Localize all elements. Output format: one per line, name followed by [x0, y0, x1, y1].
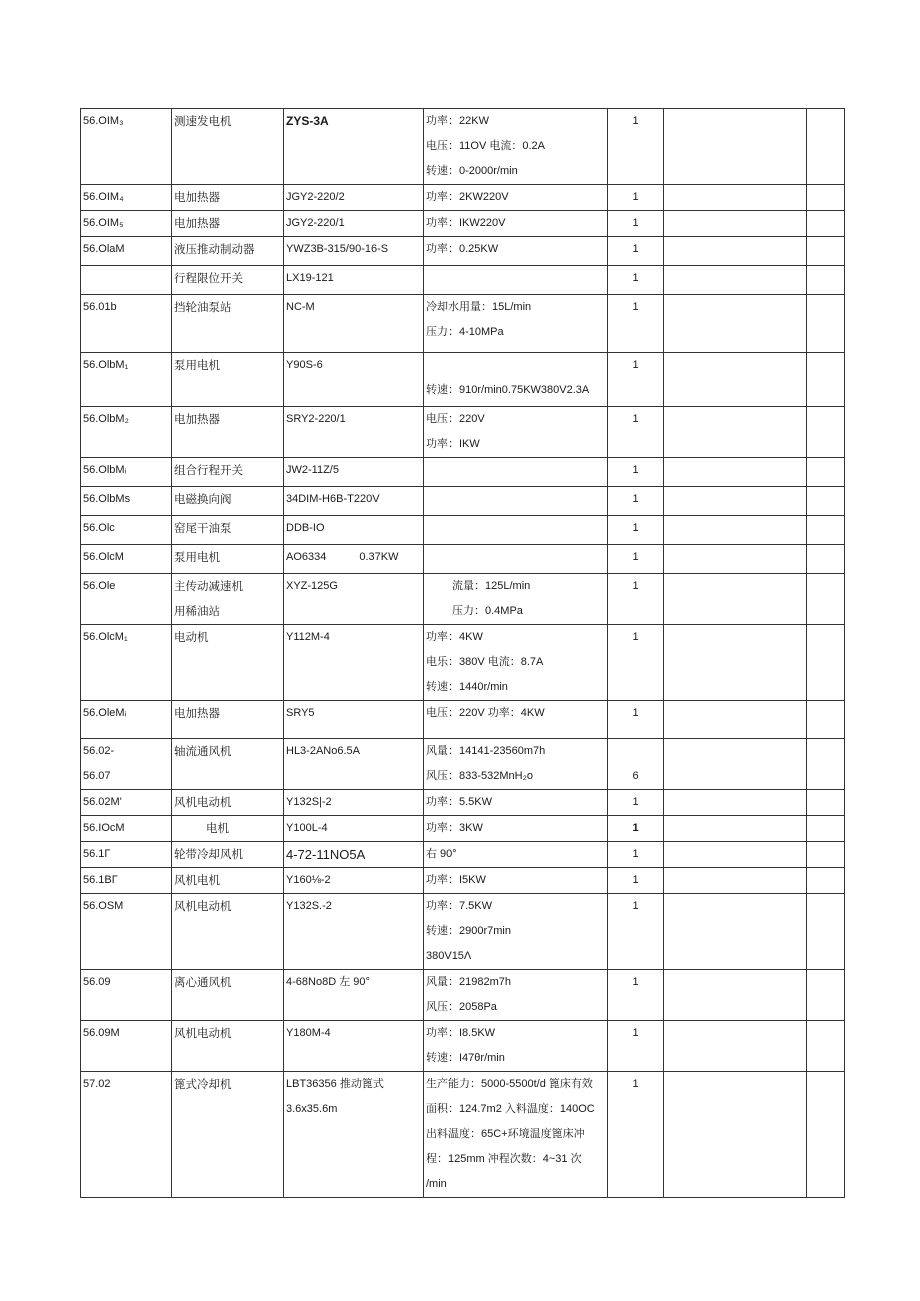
equipment-name-cell: 电磁换向阀	[172, 487, 284, 516]
equipment-code-cell: 56.OlbM₁	[81, 353, 172, 407]
equipment-name-cell: 电机	[172, 816, 284, 842]
model-cell: Y132S.-2	[284, 894, 424, 970]
spec-cell: 生产能力：5000-5500t/d 篦床有效 面积：124.7m2 入料温度：140OC 出料温度：65C+环境温度篦床冲 程：125mm 冲程次数：4~31 次 /min	[424, 1072, 608, 1198]
equipment-name-cell: 离心通风机	[172, 970, 284, 1021]
empty-cell	[807, 109, 845, 185]
table-row	[81, 545, 845, 574]
equipment-name-cell: 电加热器	[172, 211, 284, 237]
table-row	[81, 1021, 845, 1072]
quantity-cell: 1	[608, 516, 664, 545]
equipment-name-cell: 窑尾干油泵	[172, 516, 284, 545]
empty-cell	[807, 266, 845, 295]
empty-cell	[664, 237, 807, 266]
model-cell: DDB-IO	[284, 516, 424, 545]
empty-cell	[807, 545, 845, 574]
spec-cell: 功率：I5KW	[424, 868, 608, 894]
empty-cell	[664, 842, 807, 868]
model-cell: SRY5	[284, 701, 424, 739]
model-cell: JW2-11Z/5	[284, 458, 424, 487]
empty-cell	[664, 458, 807, 487]
table-row	[81, 868, 845, 894]
equipment-code-cell: 56.09	[81, 970, 172, 1021]
quantity-cell: 1	[608, 816, 664, 842]
table-row	[81, 353, 845, 407]
equipment-code-cell: 56.1BΓ	[81, 868, 172, 894]
equipment-name-cell: 风机电动机	[172, 894, 284, 970]
spec-cell: 电压：220V 功率：4KW	[424, 701, 608, 739]
empty-cell	[807, 458, 845, 487]
model-cell: LX19-121	[284, 266, 424, 295]
empty-cell	[664, 407, 807, 458]
quantity-cell: 1	[608, 842, 664, 868]
spec-cell: 功率：7.5KW 转速：2900r7min 380V15Λ	[424, 894, 608, 970]
table-row	[81, 295, 845, 353]
spec-cell	[424, 516, 608, 545]
equipment-name-cell: 电加热器	[172, 185, 284, 211]
spec-cell: 风量：14141-23560m7h 风压：833-532MnH₂o	[424, 739, 608, 790]
model-cell: Y100L-4	[284, 816, 424, 842]
equipment-code-cell: 56.OSM	[81, 894, 172, 970]
empty-cell	[664, 790, 807, 816]
equipment-code-cell	[81, 266, 172, 295]
table-row	[81, 407, 845, 458]
equipment-table-body	[81, 109, 845, 1198]
equipment-code-cell: 56.09M	[81, 1021, 172, 1072]
model-cell: Y112M-4	[284, 625, 424, 701]
equipment-name-cell: 组合行程开关	[172, 458, 284, 487]
empty-cell	[807, 1072, 845, 1198]
equipment-name-cell: 篦式冷却机	[172, 1072, 284, 1198]
empty-cell	[664, 211, 807, 237]
model-cell: JGY2-220/2	[284, 185, 424, 211]
equipment-name-cell: 行程限位开关	[172, 266, 284, 295]
quantity-cell: 1	[608, 487, 664, 516]
model-cell: Y132S|-2	[284, 790, 424, 816]
equipment-name-cell: 风机电机	[172, 868, 284, 894]
equipment-code-cell: 56.OlbMᵢ	[81, 458, 172, 487]
table-row	[81, 237, 845, 266]
empty-cell	[807, 407, 845, 458]
equipment-code-cell: 56.OIM₃	[81, 109, 172, 185]
spec-cell	[424, 266, 608, 295]
equipment-code-cell: 56.Ole	[81, 574, 172, 625]
table-row	[81, 211, 845, 237]
spec-cell: 冷却水用量：15L/min 压力：4-10MPa	[424, 295, 608, 353]
equipment-code-cell: 56.02M'	[81, 790, 172, 816]
empty-cell	[807, 211, 845, 237]
equipment-name-cell: 轴流通风机	[172, 739, 284, 790]
quantity-cell: 1	[608, 185, 664, 211]
spec-cell: 功率：22KW 电压：11OV 电流：0.2A 转速：0-2000r/min	[424, 109, 608, 185]
equipment-name-cell: 电动机	[172, 625, 284, 701]
spec-cell: 功率：IKW220V	[424, 211, 608, 237]
equipment-code-cell: 56.OlaM	[81, 237, 172, 266]
empty-cell	[807, 295, 845, 353]
spec-cell: 功率：2KW220V	[424, 185, 608, 211]
empty-cell	[664, 1021, 807, 1072]
spec-cell	[424, 487, 608, 516]
spec-cell: 功率：3KW	[424, 816, 608, 842]
empty-cell	[664, 266, 807, 295]
table-row	[81, 516, 845, 545]
model-cell: 4-68No8D 左 90°	[284, 970, 424, 1021]
model-cell: HL3-2ANo6.5A	[284, 739, 424, 790]
equipment-name-cell: 风机电动机	[172, 1021, 284, 1072]
quantity-cell: 1	[608, 266, 664, 295]
model-cell: SRY2-220/1	[284, 407, 424, 458]
equipment-table	[80, 108, 845, 1198]
quantity-cell: 6	[608, 739, 664, 790]
model-cell: 34DIM-H6B-T220V	[284, 487, 424, 516]
model-cell: LBT36356 推动篦式 3.6x35.6m	[284, 1072, 424, 1198]
equipment-code-cell: 56.OIM₄	[81, 185, 172, 211]
table-row	[81, 1072, 845, 1198]
table-row	[81, 487, 845, 516]
quantity-cell: 1	[608, 701, 664, 739]
table-row	[81, 816, 845, 842]
model-cell: Y160⅛-2	[284, 868, 424, 894]
equipment-name-cell: 液压推动制动器	[172, 237, 284, 266]
table-row	[81, 266, 845, 295]
empty-cell	[664, 1072, 807, 1198]
quantity-cell: 1	[608, 109, 664, 185]
empty-cell	[664, 545, 807, 574]
empty-cell	[807, 625, 845, 701]
table-row	[81, 574, 845, 625]
empty-cell	[807, 353, 845, 407]
empty-cell	[664, 625, 807, 701]
equipment-name-cell: 测速发电机	[172, 109, 284, 185]
equipment-code-cell: 56.OleMᵢ	[81, 701, 172, 739]
table-row	[81, 790, 845, 816]
empty-cell	[664, 970, 807, 1021]
table-row	[81, 109, 845, 185]
quantity-cell: 1	[608, 458, 664, 487]
empty-cell	[807, 868, 845, 894]
quantity-cell: 1	[608, 237, 664, 266]
equipment-name-cell: 挡轮油泵站	[172, 295, 284, 353]
model-cell: ZYS-3A	[284, 109, 424, 185]
empty-cell	[664, 185, 807, 211]
model-cell: Y90S-6	[284, 353, 424, 407]
model-cell: AO6334 0.37KW	[284, 545, 424, 574]
empty-cell	[664, 516, 807, 545]
empty-cell	[807, 574, 845, 625]
equipment-code-cell: 56.OlcM₁	[81, 625, 172, 701]
quantity-cell: 1	[608, 295, 664, 353]
spec-cell	[424, 458, 608, 487]
quantity-cell: 1	[608, 625, 664, 701]
equipment-name-cell: 泵用电机	[172, 353, 284, 407]
equipment-code-cell: 56.02- 56.07	[81, 739, 172, 790]
empty-cell	[664, 701, 807, 739]
equipment-name-cell: 轮带冷却风机	[172, 842, 284, 868]
quantity-cell: 1	[608, 407, 664, 458]
table-row	[81, 458, 845, 487]
empty-cell	[664, 574, 807, 625]
quantity-cell: 1	[608, 868, 664, 894]
empty-cell	[664, 894, 807, 970]
spec-cell: 电压：220V 功率：IKW	[424, 407, 608, 458]
spec-cell: 功率：0.25KW	[424, 237, 608, 266]
equipment-code-cell: 56.01b	[81, 295, 172, 353]
spec-cell: 流量：125L/min 压力：0.4MPa	[424, 574, 608, 625]
equipment-name-cell: 泵用电机	[172, 545, 284, 574]
spec-cell: 功率：4KW 电乐：380V 电流：8.7A 转速：1440r/min	[424, 625, 608, 701]
model-cell: Y180M-4	[284, 1021, 424, 1072]
table-row	[81, 701, 845, 739]
empty-cell	[807, 237, 845, 266]
quantity-cell: 1	[608, 970, 664, 1021]
model-cell: 4-72-11NO5A	[284, 842, 424, 868]
model-cell: YWZ3B-315/90-16-S	[284, 237, 424, 266]
empty-cell	[664, 353, 807, 407]
spec-cell: 风量：21982m7h 风压：2058Pa	[424, 970, 608, 1021]
equipment-code-cell: 56.OlbMs	[81, 487, 172, 516]
model-cell: XYZ-125G	[284, 574, 424, 625]
equipment-code-cell: 56.1Γ	[81, 842, 172, 868]
empty-cell	[807, 739, 845, 790]
empty-cell	[807, 185, 845, 211]
empty-cell	[664, 816, 807, 842]
spec-cell: 右 90°	[424, 842, 608, 868]
equipment-code-cell: 57.02	[81, 1072, 172, 1198]
table-row	[81, 842, 845, 868]
table-row	[81, 970, 845, 1021]
equipment-code-cell: 56.OlbM₂	[81, 407, 172, 458]
quantity-cell: 1	[608, 211, 664, 237]
quantity-cell: 1	[608, 790, 664, 816]
equipment-code-cell: 56.IOcM	[81, 816, 172, 842]
equipment-code-cell: 56.OlcM	[81, 545, 172, 574]
empty-cell	[664, 739, 807, 790]
empty-cell	[664, 295, 807, 353]
spec-cell: 转速：910r/min0.75KW380V2.3A	[424, 353, 608, 407]
quantity-cell: 1	[608, 574, 664, 625]
table-row	[81, 185, 845, 211]
model-cell: NC-M	[284, 295, 424, 353]
equipment-name-cell: 电加热器	[172, 701, 284, 739]
quantity-cell: 1	[608, 1021, 664, 1072]
empty-cell	[807, 487, 845, 516]
quantity-cell: 1	[608, 545, 664, 574]
empty-cell	[664, 487, 807, 516]
empty-cell	[664, 109, 807, 185]
empty-cell	[664, 868, 807, 894]
equipment-name-cell: 风机电动机	[172, 790, 284, 816]
table-row	[81, 739, 845, 790]
equipment-code-cell: 56.OIM₅	[81, 211, 172, 237]
quantity-cell: 1	[608, 894, 664, 970]
empty-cell	[807, 894, 845, 970]
empty-cell	[807, 516, 845, 545]
empty-cell	[807, 790, 845, 816]
spec-cell	[424, 545, 608, 574]
model-cell: JGY2-220/1	[284, 211, 424, 237]
empty-cell	[807, 816, 845, 842]
empty-cell	[807, 1021, 845, 1072]
quantity-cell: 1	[608, 1072, 664, 1198]
equipment-code-cell: 56.Olc	[81, 516, 172, 545]
equipment-name-cell: 电加热器	[172, 407, 284, 458]
quantity-cell: 1	[608, 353, 664, 407]
spec-cell: 功率：5.5KW	[424, 790, 608, 816]
empty-cell	[807, 842, 845, 868]
spec-cell: 功率：I8.5KW 转速：I47θr/min	[424, 1021, 608, 1072]
empty-cell	[807, 701, 845, 739]
equipment-name-cell: 主传动减速机 用稀油站	[172, 574, 284, 625]
table-row	[81, 625, 845, 701]
table-row	[81, 894, 845, 970]
empty-cell	[807, 970, 845, 1021]
